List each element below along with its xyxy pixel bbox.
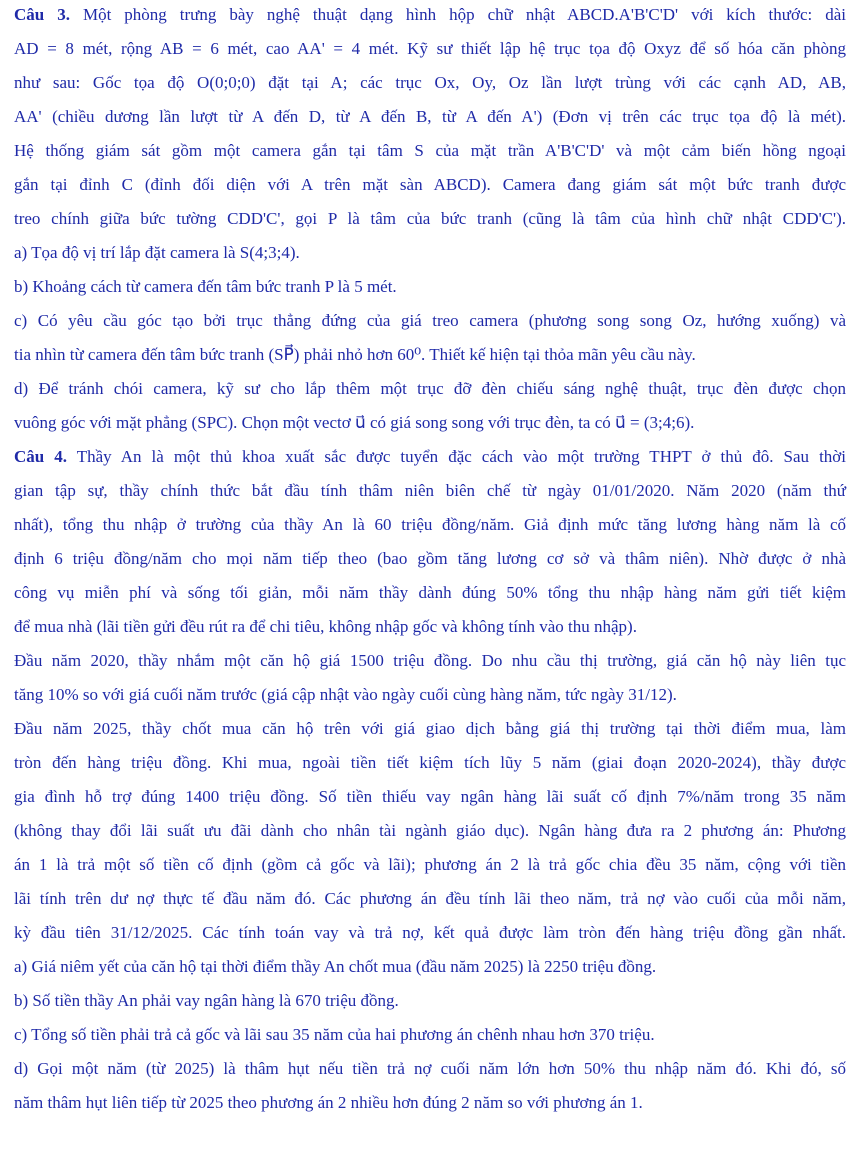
question-3-line-2: AD = 8 mét, rộng AB = 6 mét, cao AA' = 4 mét. Kỹ sư thiết lập hệ trục tọa độ Oxyz để số hóa căn phòng (14, 39, 846, 58)
question-3-line-7: treo chính giữa bức tường CDD'C', gọi P là tâm của bức tranh (cũng là tâm của hình chữ nhật CDD'C'). (14, 209, 846, 228)
question-4-line-14: lãi tính trên dư nợ thực tế đầu năm đó. Các phương án đều tính lãi theo năm, trả nợ vào cuối của mỗi năm, (14, 889, 846, 908)
question-3-statement-d-line-1: d) Để tránh chói camera, kỹ sư cho lắp thêm một trục đỡ đèn chiếu sáng nghệ thuật, trục đèn được chọn (14, 379, 846, 398)
question-3-statement-d-line-2: vuông góc với mặt phẳng (SPC). Chọn một vectơ u⃗ có giá song song với trục đèn, ta có u⃗ = (3;4;6). (14, 413, 695, 432)
question-3-statement-c-line-1: c) Có yêu cầu góc tạo bởi trục thẳng đứng của giá treo camera (phương song song Oz, hướng xuống) và (14, 311, 846, 330)
question-4-statement-a: a) Giá niêm yết của căn hộ tại thời điểm thầy An chốt mua (đầu năm 2025) là 2250 triệu đồng. (14, 957, 657, 976)
question-3-statement-c-line-2: tia nhìn từ camera đến tâm bức tranh (SP⃗) phải nhỏ hơn 60⁰. Thiết kế hiện tại thỏa mãn yêu cầu này. (14, 345, 696, 364)
question-4-line-11: gia đình hỗ trợ đúng 1400 triệu đồng. Số tiền thiếu vay ngân hàng lãi suất cố định 7%/năm trong 35 năm (14, 787, 846, 806)
question-4-line-2: gian tập sự, thầy chính thức bắt đầu tính thâm niên biên chế từ ngày 01/01/2020. Năm 2020 (năm thứ (14, 481, 846, 500)
question-4-label: Câu 4. (14, 447, 68, 466)
question-3-label: Câu 3. (14, 5, 70, 24)
question-4-line-4: định 6 triệu đồng/năm cho mọi năm tiếp theo (bao gồm tăng lương cơ sở và thâm niên). Nhờ được ở nhà (14, 549, 846, 568)
question-4-line-5: công vụ miễn phí và sống tối giản, mỗi năm thầy dành đúng 50% tổng thu nhập hàng năm gửi tiết kiệm (14, 583, 846, 602)
question-4-line-9: Đầu năm 2025, thầy chốt mua căn hộ trên với giá giao dịch bằng giá thị trường tại thời điểm mua, làm (14, 719, 846, 738)
question-4-line-15: kỳ đầu tiên 31/12/2025. Các tính toán vay và trả nợ, kết quả được làm tròn đến hàng triệu đồng gần nhất. (14, 923, 846, 942)
question-3-line-1: Câu 3. Một phòng trưng bày nghệ thuật dạng hình hộp chữ nhật ABCD.A'B'C'D' với kích thước: dài (14, 5, 846, 24)
question-3-line-4: AA' (chiều dương lần lượt từ A đến D, từ A đến B, từ A đến A') (Đơn vị trên các trục tọa độ là mét). (14, 107, 846, 126)
question-4-statement-c: c) Tổng số tiền phải trả cả gốc và lãi sau 35 năm của hai phương án chênh nhau hơn 370 triệu. (14, 1025, 655, 1044)
question-3-line-6: gắn tại đỉnh C (đỉnh đối diện với A trên mặt sàn ABCD). Camera đang giám sát một bức tranh được (14, 175, 846, 194)
question-4-line-12: (không thay đổi lãi suất ưu đãi dành cho nhân tài ngành giáo dục). Ngân hàng đưa ra 2 phương án: Phương (14, 821, 846, 840)
question-3-line-5: Hệ thống giám sát gồm một camera gắn tại tâm S của mặt trần A'B'C'D' và một cảm biến hồng ngoại (14, 141, 846, 160)
question-4-line-10: tròn đến hàng triệu đồng. Khi mua, ngoài tiền tiết kiệm tích lũy 5 năm (giai đoạn 2020-2024), thầy được (14, 753, 846, 772)
question-4-line-8: tăng 10% so với giá cuối năm trước (giá cập nhật vào ngày cuối cùng hàng năm, tức ngày 31/12). (14, 685, 677, 704)
question-3-statement-b: b) Khoảng cách từ camera đến tâm bức tranh P là 5 mét. (14, 277, 397, 296)
question-4-line-1: Câu 4. Thầy An là một thủ khoa xuất sắc được tuyển đặc cách vào một trường THPT ở thủ đô. Sau thời (14, 447, 847, 466)
question-4-statement-d-line-2: năm thâm hụt liên tiếp từ 2025 theo phương án 2 nhiều hơn đúng 2 năm so với phương án 1. (14, 1093, 643, 1112)
question-4-statement-d-line-1: d) Gọi một năm (từ 2025) là thâm hụt nếu tiền trả nợ cuối năm lớn hơn 50% thu nhập năm đó. Khi đó, số (14, 1059, 846, 1078)
question-3-statement-a: a) Tọa độ vị trí lắp đặt camera là S(4;3;4). (14, 243, 300, 262)
question-4-line-6: để mua nhà (lãi tiền gửi đều rút ra để chi tiêu, không nhập gốc và không tính vào thu nhập). (14, 617, 637, 636)
question-4-line-13: án 1 là trả một số tiền cố định (gồm cả gốc và lãi); phương án 2 là trả gốc chia đều 35 năm, cộng với tiền (14, 855, 846, 874)
question-3-line-3: như sau: Gốc tọa độ O(0;0;0) đặt tại A; các trục Ox, Oy, Oz lần lượt trùng với các cạnh AD, AB, (14, 73, 846, 92)
question-4-line-3: nhất), tổng thu nhập ở trường của thầy An là 60 triệu đồng/năm. Giả định mức tăng lương hàng năm là cố (14, 515, 846, 534)
question-4-statement-b: b) Số tiền thầy An phải vay ngân hàng là 670 triệu đồng. (14, 991, 399, 1010)
question-4-line-7: Đầu năm 2020, thầy nhắm một căn hộ giá 1500 triệu đồng. Do nhu cầu thị trường, giá căn hộ này liên tục (14, 651, 846, 670)
